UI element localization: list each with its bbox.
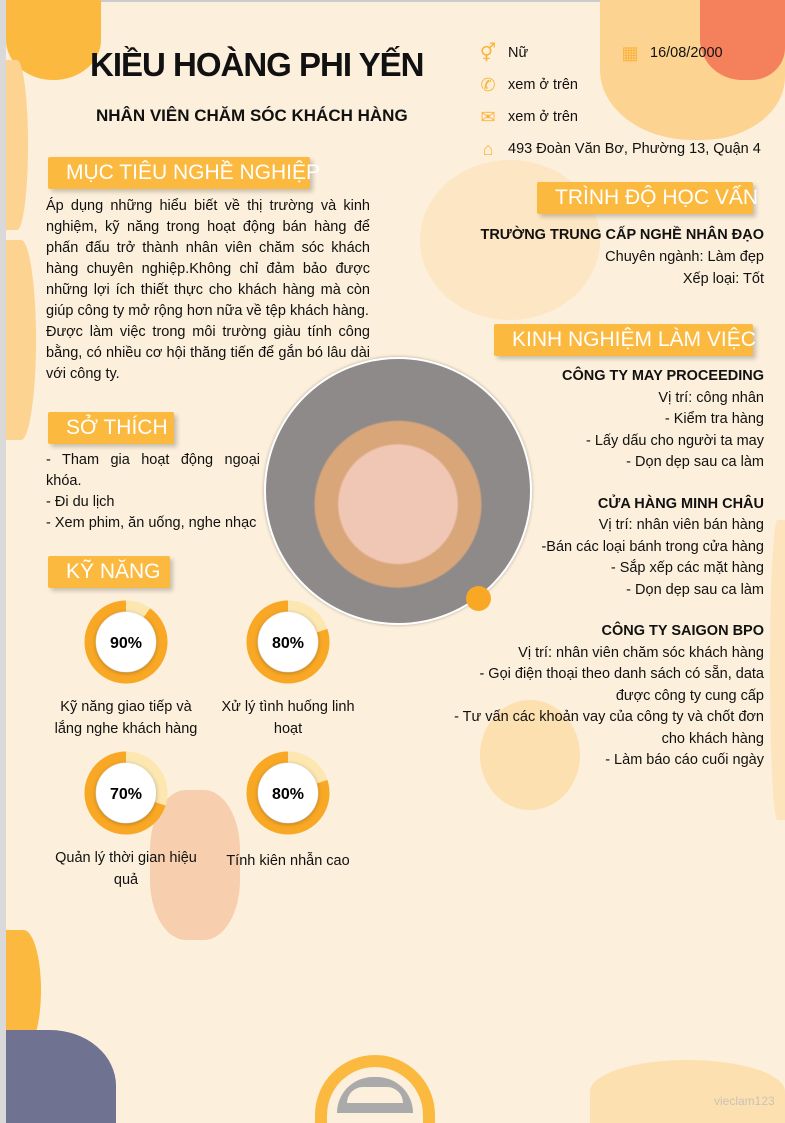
decor-blob — [6, 1030, 116, 1123]
hobby-item: - Đi du lịch — [46, 494, 115, 510]
decor-blob — [590, 1060, 785, 1123]
birthday-value: 16/08/2000 — [650, 45, 723, 61]
job-detail: - Lấy dấu cho người ta may — [585, 432, 764, 449]
gender-info — [478, 43, 528, 63]
gender-value: Nữ — [508, 45, 529, 61]
job-detail: - Dọn dẹp sau ca làm — [626, 581, 764, 598]
hobby-item: - Tham gia hoạt động ngoại khóa. — [46, 452, 260, 489]
phone-info — [478, 75, 578, 95]
job-title: NHÂN VIÊN CHĂM SÓC KHÁCH HÀNG — [96, 106, 408, 125]
email-icon: ✉ — [480, 107, 496, 127]
job-detail: Vị trí: công nhân — [658, 389, 764, 406]
email-value: xem ở trên — [508, 109, 578, 125]
experience-list — [450, 366, 764, 772]
school-name: TRƯỜNG TRUNG CẤP NGHỀ NHÂN ĐẠO — [480, 227, 764, 243]
hobbies-heading: SỞ THÍCH — [48, 412, 174, 444]
skills-heading: KỸ NĂNG — [48, 556, 170, 588]
home-icon: ⌂ — [482, 139, 494, 159]
objective-text — [46, 196, 370, 385]
address-info — [478, 139, 761, 159]
job-detail: - Kiểm tra hàng — [664, 411, 764, 427]
decor-blob — [770, 520, 785, 820]
decor-rainbow — [315, 1055, 435, 1123]
education-rank: Xếp loại: Tốt — [682, 271, 764, 287]
skill-name: Quản lý thời gian hiệu quả — [55, 850, 197, 888]
watermark: vieclam123 — [714, 1094, 775, 1108]
job-entry — [450, 494, 764, 602]
skill-name: Tính kiên nhẫn cao — [226, 853, 350, 869]
objective-paragraph: Được làm việc trong môi trường giàu tính công bằng, có nhiều cơ hội thăng tiến để gắn bó lâu dài với công ty. — [46, 324, 370, 382]
decor-blob — [6, 60, 28, 230]
skill-donut — [246, 751, 330, 835]
experience-heading: KINH NGHIỆM LÀM VIỆC — [494, 324, 753, 356]
skill-percent: 80% — [271, 635, 305, 652]
birthday-info — [620, 43, 723, 63]
education-section — [440, 224, 764, 290]
hobby-item: - Xem phim, ăn uống, nghe nhạc — [46, 515, 257, 531]
phone-icon: ✆ — [480, 75, 496, 95]
education-heading: TRÌNH ĐỘ HỌC VẤN — [537, 182, 753, 214]
skill-name: Xử lý tình huống linh hoạt — [221, 699, 355, 737]
job-company: CÔNG TY MAY PROCEEDING — [562, 368, 764, 384]
job-detail: -Bán các loại bánh trong cửa hàng — [541, 538, 764, 555]
objective-heading: MỤC TIÊU NGHỀ NGHIỆP — [48, 157, 310, 189]
job-detail: - Sắp xếp các mặt hàng — [610, 560, 764, 576]
skill-donut — [84, 600, 168, 684]
job-detail: - Tư vấn các khoản vay của công ty và chốt đơn cho khách hàng — [454, 709, 764, 747]
objective-paragraph: Áp dụng những hiểu biết về thị trường và kinh nghiệm, kỹ năng trong hoạt động bán hàng để phấn đấu trở thành nhân viên chăm sóc khách hàng chuyên nghiệp.Không chỉ đảm bảo được những lợi ích thiết thực cho khách hàng mà còn giúp công ty mở rộng hơn nữa về tệp khách hàng. — [46, 198, 370, 319]
job-detail: - Dọn dẹp sau ca làm — [626, 454, 764, 470]
job-detail: - Làm báo cáo cuối ngày — [605, 752, 764, 768]
skill-name: Kỹ năng giao tiếp và lắng nghe khách hàng — [54, 699, 198, 737]
gender-icon: ⚥ — [479, 43, 497, 63]
phone-value: xem ở trên — [508, 77, 578, 93]
skill-percent: 90% — [109, 635, 143, 652]
hobbies-list — [46, 450, 260, 534]
candidate-name: KIỀU HOÀNG PHI YẾN — [90, 46, 424, 83]
job-company: CỬA HÀNG MINH CHÂU — [597, 495, 764, 512]
skill-percent: 70% — [109, 786, 143, 803]
decor-blob — [6, 240, 36, 440]
skill-donut — [84, 751, 168, 835]
job-company: CÔNG TY SAIGON BPO — [601, 623, 764, 639]
job-detail: - Gọi điện thoại theo danh sách có sẵn, data được công ty cung cấp — [479, 666, 764, 704]
education-major: Chuyên ngành: Làm đẹp — [605, 249, 764, 265]
skill-percent: 80% — [271, 786, 305, 803]
job-detail: Vị trí: nhân viên bán hàng — [598, 517, 764, 533]
skill-donut — [246, 600, 330, 684]
address-value: 493 Đoàn Văn Bơ, Phường 13, Quận 4 — [508, 141, 761, 157]
decor-blob — [700, 0, 785, 80]
job-detail: Vị trí: nhân viên chăm sóc khách hàng — [518, 644, 764, 661]
calendar-icon: ▦ — [621, 43, 639, 63]
email-info — [478, 107, 578, 127]
job-entry — [450, 366, 764, 474]
job-entry — [450, 621, 764, 772]
